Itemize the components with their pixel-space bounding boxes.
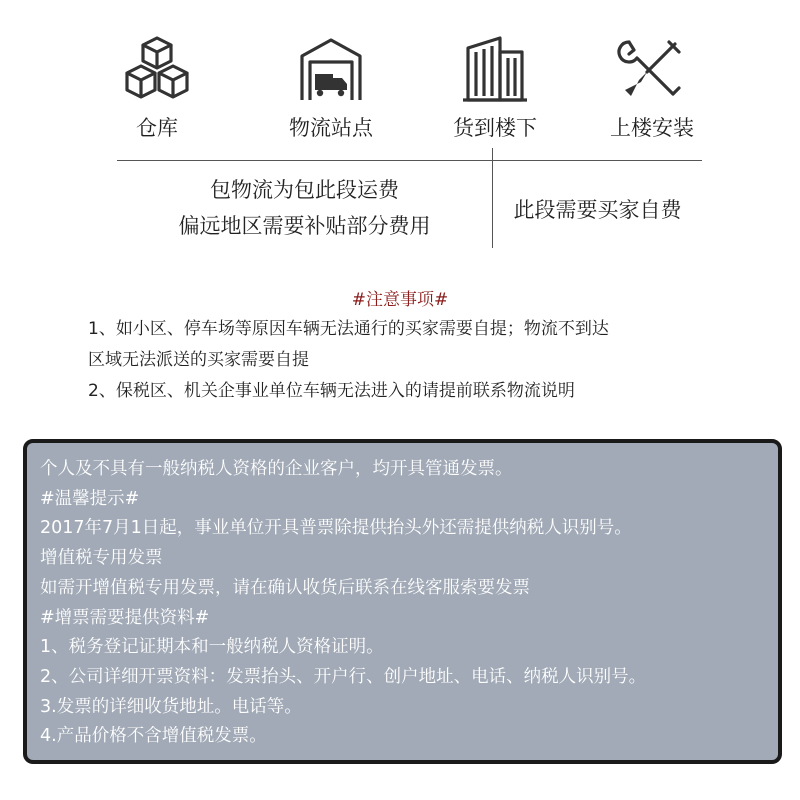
remote-area-line: 偏远地区需要补贴部分费用	[178, 214, 431, 238]
invoice-line: #增票需要提供资料#	[40, 607, 210, 628]
stage-delivery-downstairs	[440, 34, 550, 142]
invoice-line: 增值税专用发票	[40, 548, 163, 569]
covered-shipping-line: 包物流为包此段运费	[210, 178, 399, 202]
stage-label-delivery-downstairs: 货到楼下	[453, 116, 537, 140]
invoice-line: 4.产品价格不含增值税发票。	[40, 726, 267, 747]
invoice-line: 2、公司详细开票资料：发票抬头、开户行、创户地址、电话、纳税人识别号。	[40, 666, 647, 687]
warehouse-truck-icon	[296, 34, 366, 104]
invoice-line: #温馨提示#	[40, 488, 140, 509]
invoice-line: 个人及不具有一般纳税人资格的企业客户，均开具管通发票。	[40, 459, 513, 479]
buyer-pays-note: 此段需要买家自费	[513, 198, 682, 222]
stage-label-logistics-station: 物流站点	[289, 116, 373, 140]
stage-logistics-station	[276, 34, 386, 142]
building-icon	[460, 34, 530, 104]
notes-line: 2、保税区、机关企事业单位车辆无法进入的请提前联系物流说明	[88, 381, 575, 401]
invoice-line: 1、税务登记证期本和一般纳税人资格证明。	[40, 637, 384, 658]
notes-title: #注意事项#	[351, 290, 449, 310]
tools-icon	[617, 34, 687, 104]
invoice-info-box	[23, 439, 782, 764]
notes-list	[88, 314, 768, 407]
boxes-icon	[119, 34, 195, 104]
invoice-line: 3.发票的详细收货地址。电话等。	[40, 696, 302, 717]
stage-warehouse	[117, 34, 197, 142]
invoice-line: 2017年7月1日起，事业单位开具普票除提供抬头外还需提供纳税人识别号。	[40, 518, 632, 539]
stage-divider-horizontal	[117, 160, 702, 161]
notes-line: 区域无法派送的买家需要自提	[88, 350, 309, 370]
covered-shipping-note	[117, 172, 492, 244]
stage-upstairs-install	[597, 34, 707, 142]
invoice-line: 如需开增值税专用发票，请在确认收货后联系在线客服索要发票	[40, 577, 530, 598]
stage-label-upstairs-install: 上楼安装	[610, 116, 694, 140]
notes-line: 1、如小区、停车场等原因车辆无法通行的买家需要自提；物流不到达	[88, 319, 609, 339]
stage-label-warehouse: 仓库	[136, 116, 178, 140]
